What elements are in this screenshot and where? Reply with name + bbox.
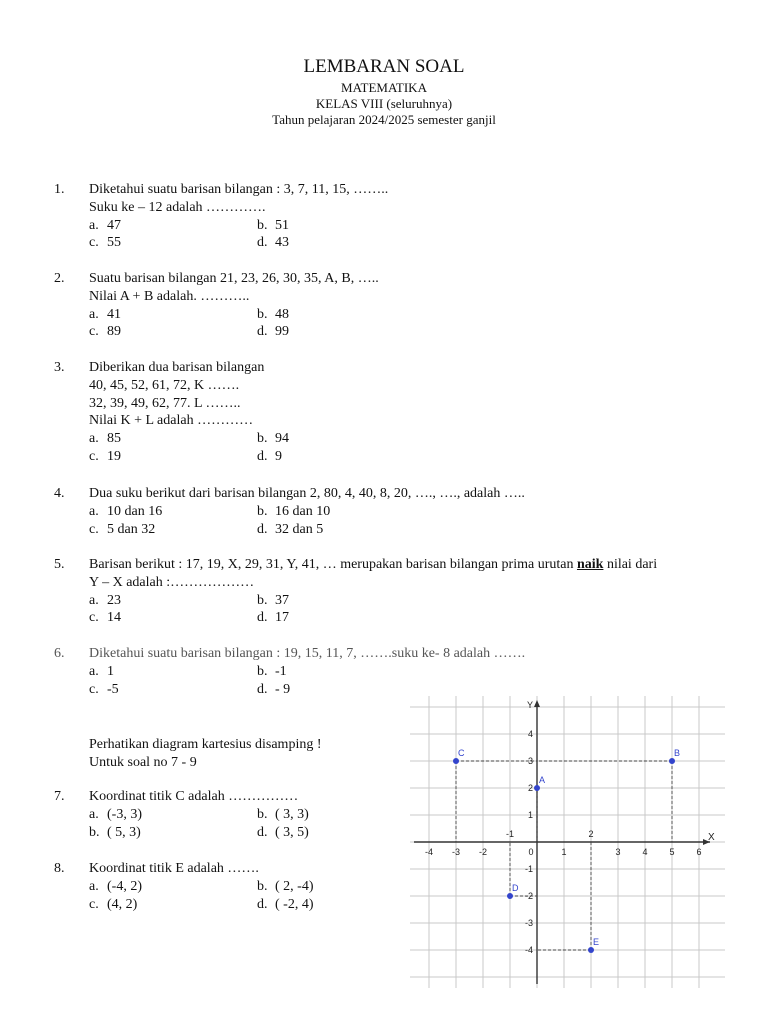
- option-c[interactable]: [89, 521, 257, 539]
- option-letter: d.: [257, 896, 268, 912]
- option-letter: d.: [257, 235, 268, 251]
- option-text: (-4, 2): [107, 878, 142, 894]
- option-d[interactable]: [257, 896, 425, 914]
- option-text: ( 2, -4): [275, 878, 314, 894]
- question-text: Diketahui suatu barisan bilangan : 3, 7, 11, 15, ……..: [89, 182, 389, 197]
- x-tick-label: 6: [696, 847, 702, 857]
- point-a: [534, 785, 540, 791]
- x-tick-label: 3: [615, 847, 621, 857]
- option-text: 94: [275, 431, 289, 447]
- note-line: Untuk soal no 7 - 9: [89, 754, 197, 770]
- option-a[interactable]: [89, 806, 257, 824]
- option-letter: b.: [89, 824, 100, 840]
- question-6: [54, 645, 734, 698]
- option-text: ( 5, 3): [107, 824, 141, 840]
- question-number: 3.: [54, 360, 65, 375]
- y-tick-label: -3: [524, 918, 533, 928]
- option-text: ( 3, 3): [275, 806, 309, 822]
- option-d[interactable]: [257, 234, 425, 252]
- note-line: Perhatikan diagram kartesius disamping !: [89, 737, 322, 752]
- answer-options: [89, 592, 734, 628]
- y-axis-label: Y: [526, 700, 533, 710]
- option-d[interactable]: [257, 448, 425, 466]
- point-label-d: D: [512, 883, 519, 893]
- y-tick-label: 4: [527, 729, 533, 739]
- option-d[interactable]: [257, 681, 425, 699]
- question-5: [54, 556, 734, 627]
- option-letter: a.: [89, 806, 99, 822]
- option-b[interactable]: [257, 592, 425, 610]
- question-1: [54, 181, 734, 252]
- question-text: Diberikan dua barisan bilangan: [89, 360, 265, 375]
- answer-options: [89, 306, 734, 342]
- tick-label-two: 2: [588, 829, 594, 839]
- option-letter: a.: [89, 592, 99, 608]
- option-letter: b.: [257, 431, 268, 447]
- worksheet-title: LEMBARAN SOAL: [303, 56, 465, 77]
- option-text: 51: [275, 217, 289, 233]
- option-letter: c.: [89, 235, 99, 251]
- option-text: ( -2, 4): [275, 896, 314, 912]
- question-text: Suku ke – 12 adalah ………….: [89, 199, 266, 215]
- point-e: [588, 947, 594, 953]
- option-b[interactable]: [257, 806, 425, 824]
- option-b[interactable]: [257, 306, 425, 324]
- question-text-part: nilai dari: [603, 557, 658, 572]
- sequence-l: 32, 39, 49, 62, 77. L ……..: [89, 395, 241, 411]
- option-a[interactable]: [89, 217, 257, 235]
- question-number: 1.: [54, 182, 65, 197]
- option-a[interactable]: [89, 306, 257, 324]
- option-text: 55: [107, 235, 121, 251]
- option-a[interactable]: [89, 430, 257, 448]
- option-text: 85: [107, 431, 121, 447]
- option-letter: b.: [257, 878, 268, 894]
- option-a[interactable]: [89, 592, 257, 610]
- option-letter: b.: [257, 806, 268, 822]
- option-letter: c.: [89, 324, 99, 340]
- question-2: [54, 270, 734, 341]
- y-tick-label: -2: [524, 891, 533, 901]
- option-letter: c.: [89, 448, 99, 464]
- option-text: 10 dan 16: [107, 503, 163, 519]
- y-tick-label: -4: [524, 945, 533, 955]
- option-b[interactable]: [257, 430, 425, 448]
- question-text: Koordinat titik E adalah …….: [89, 861, 259, 876]
- option-d[interactable]: [257, 521, 425, 539]
- x-tick-label: -3: [451, 847, 461, 857]
- answer-options: [89, 503, 734, 539]
- y-tick-label: 3: [527, 756, 533, 766]
- question-text: Nilai A + B adalah. ………..: [89, 288, 250, 304]
- option-b[interactable]: [257, 878, 425, 896]
- option-b[interactable]: [257, 217, 425, 235]
- cartesian-diagram: [410, 696, 725, 988]
- y-tick-label: -1: [524, 864, 533, 874]
- point-label-b: B: [674, 748, 681, 758]
- point-label-e: E: [593, 937, 600, 947]
- question-text: Suatu barisan bilangan 21, 23, 26, 30, 35, A, B, …..: [89, 271, 379, 286]
- academic-year: Tahun pelajaran 2024/2025 semester ganjil: [272, 112, 496, 127]
- option-d[interactable]: [257, 824, 425, 842]
- answer-options: [89, 217, 734, 253]
- question-text: Y – X adalah :………………: [89, 574, 255, 590]
- option-text: 99: [275, 324, 289, 340]
- question-number: 5.: [54, 557, 65, 572]
- option-letter: d.: [257, 681, 268, 697]
- question-number: 6.: [54, 646, 65, 661]
- option-letter: c.: [89, 521, 99, 537]
- option-text: 32 dan 5: [275, 521, 324, 537]
- x-axis-label: X: [708, 832, 715, 843]
- option-text: 41: [107, 306, 121, 322]
- option-c[interactable]: [89, 234, 257, 252]
- sequence-k: 40, 45, 52, 61, 72, K …….: [89, 377, 240, 393]
- option-letter: c.: [89, 610, 99, 626]
- option-letter: b.: [257, 217, 268, 233]
- option-text: 43: [275, 235, 289, 251]
- point-d: [507, 893, 513, 899]
- question-text: Koordinat titik C adalah ……………: [89, 789, 299, 804]
- option-letter: b.: [257, 592, 268, 608]
- option-a[interactable]: [89, 503, 257, 521]
- option-a[interactable]: [89, 663, 257, 681]
- question-3: [54, 359, 734, 466]
- option-c[interactable]: [89, 896, 257, 914]
- option-letter: a.: [89, 503, 99, 519]
- question-text: [89, 556, 734, 574]
- option-text: 48: [275, 306, 289, 322]
- emphasized-word: naik: [576, 557, 604, 572]
- option-letter: a.: [89, 217, 99, 233]
- x-tick-label: -4: [424, 847, 434, 857]
- option-text: 89: [107, 324, 121, 340]
- option-letter: d.: [257, 824, 268, 840]
- option-letter: a.: [89, 878, 99, 894]
- option-letter: c.: [89, 681, 99, 697]
- option-c[interactable]: [89, 824, 257, 842]
- option-letter: a.: [89, 663, 99, 679]
- option-letter: d.: [257, 324, 268, 340]
- question-text: Diketahui suatu barisan bilangan : 19, 15, 11, 7, …….suku ke- 8 adalah …….: [89, 646, 526, 661]
- question-text-part: Barisan berikut : 17, 19, X, 29, 31, Y, 41, … merupakan barisan bilangan prima urutan: [89, 557, 577, 572]
- option-c[interactable]: [89, 609, 257, 627]
- option-text: -1: [275, 663, 287, 679]
- option-a[interactable]: [89, 878, 257, 896]
- option-c[interactable]: [89, 448, 257, 466]
- question-number: 7.: [54, 789, 65, 804]
- option-letter: a.: [89, 431, 99, 447]
- x-tick-label: 1: [561, 847, 567, 857]
- point-b: [669, 758, 675, 764]
- option-letter: b.: [257, 503, 268, 519]
- option-letter: d.: [257, 610, 268, 626]
- y-tick-label: 1: [527, 810, 533, 820]
- option-text: (-3, 3): [107, 806, 142, 822]
- answer-options: [89, 430, 734, 466]
- option-letter: d.: [257, 521, 268, 537]
- question-number: 4.: [54, 486, 65, 501]
- option-text: 19: [107, 448, 121, 464]
- option-text: 9: [275, 448, 282, 464]
- option-c[interactable]: [89, 681, 257, 699]
- tick-label-minus-one: -1: [505, 829, 515, 839]
- question-text: Dua suku berikut dari barisan bilangan 2, 80, 4, 40, 8, 20, …., …., adalah …..: [89, 486, 525, 501]
- x-tick-label: -2: [478, 847, 488, 857]
- option-d[interactable]: [257, 323, 425, 341]
- question-4: [54, 485, 734, 538]
- option-letter: a.: [89, 306, 99, 322]
- diagram-note: [89, 736, 322, 772]
- point-label-c: C: [458, 748, 465, 758]
- question-text: Nilai K + L adalah …………: [89, 413, 254, 429]
- option-text: 14: [107, 610, 121, 626]
- option-text: - 9: [275, 681, 291, 697]
- option-text: 16 dan 10: [275, 503, 331, 519]
- option-c[interactable]: [89, 323, 257, 341]
- option-letter: b.: [257, 663, 268, 679]
- option-d[interactable]: [257, 609, 425, 627]
- point-label-a: A: [539, 775, 546, 785]
- option-text: 47: [107, 217, 121, 233]
- y-axis-arrow-icon: [534, 700, 540, 707]
- question-number: 2.: [54, 271, 65, 286]
- option-text: 17: [275, 610, 289, 626]
- option-b[interactable]: [257, 503, 425, 521]
- option-letter: c.: [89, 896, 99, 912]
- option-letter: d.: [257, 448, 268, 464]
- option-letter: b.: [257, 306, 268, 322]
- answer-options: [89, 663, 734, 699]
- option-b[interactable]: [257, 663, 425, 681]
- x-tick-label: 4: [642, 847, 648, 857]
- option-text: 1: [107, 663, 114, 679]
- y-tick-label: 2: [527, 783, 533, 793]
- x-tick-label: 5: [669, 847, 675, 857]
- option-text: ( 3, 5): [275, 824, 309, 840]
- class-name: KELAS VIII (seluruhnya): [315, 96, 453, 111]
- option-text: -5: [107, 681, 119, 697]
- x-tick-label: 0: [528, 847, 534, 857]
- subject-name: MATEMATIKA: [341, 80, 427, 95]
- question-number: 8.: [54, 861, 65, 876]
- option-text: 37: [275, 592, 289, 608]
- point-c: [453, 758, 459, 764]
- option-text: 5 dan 32: [107, 521, 156, 537]
- option-text: 23: [107, 592, 121, 608]
- option-text: (4, 2): [107, 896, 138, 912]
